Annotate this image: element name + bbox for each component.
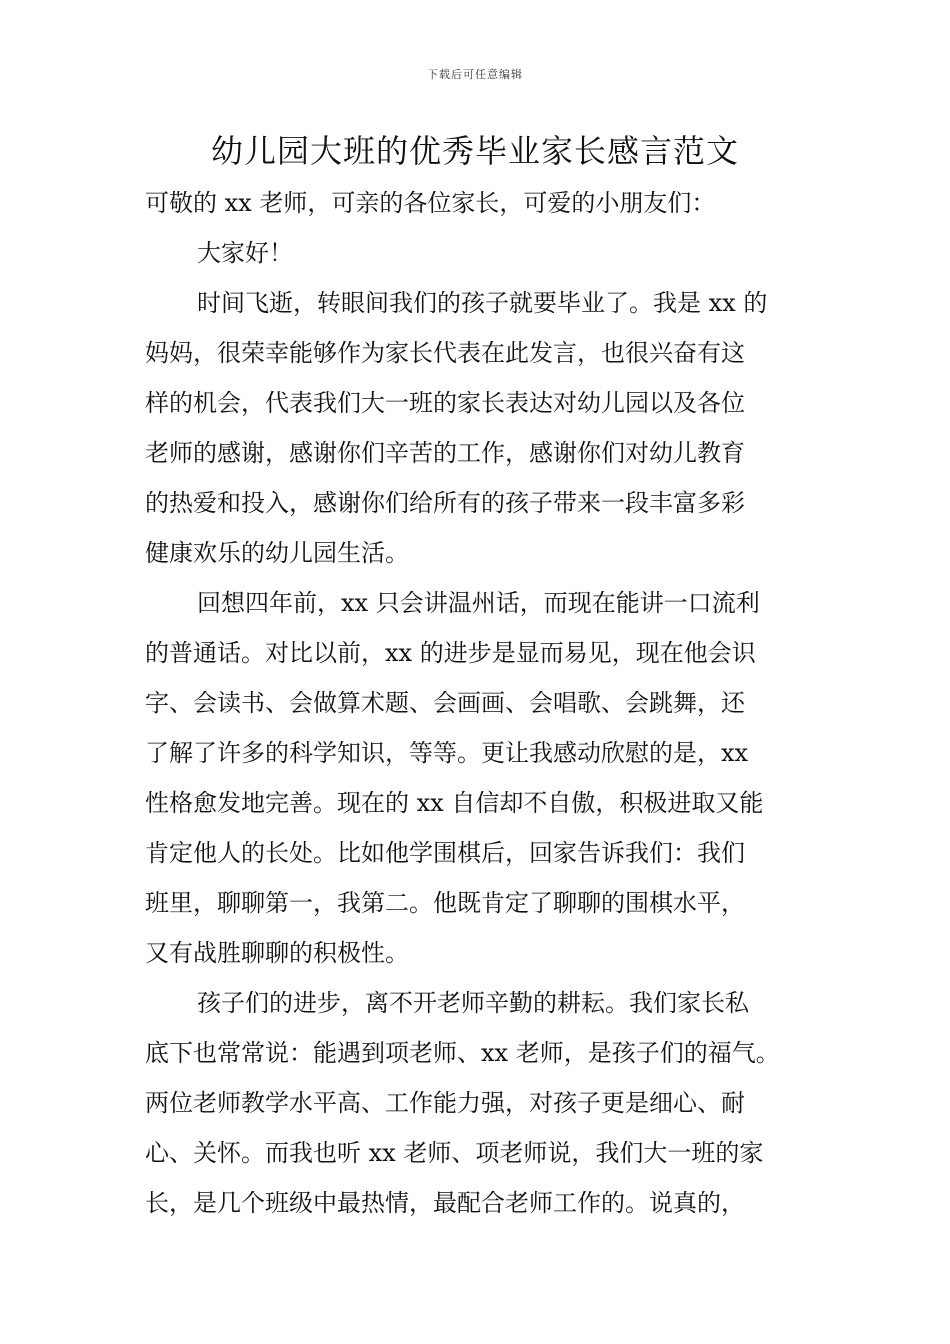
paragraph-1 xyxy=(145,278,825,578)
paragraph-line: 妈妈，很荣幸能够作为家长代表在此发言，也很兴奋有这 xyxy=(145,339,745,367)
paragraph-line: 又有战胜聊聊的积极性。 xyxy=(145,939,409,967)
paragraph-line: 样的机会，代表我们大一班的家长表达对幼儿园以及各位 xyxy=(145,389,745,417)
paragraph-line: 孩子们的进步，离不开老师辛勤的耕耘。我们家长私 xyxy=(197,989,749,1017)
document-body xyxy=(145,178,825,1228)
paragraph-line: 字、会读书、会做算术题、会画画、会唱歌、会跳舞，还 xyxy=(145,689,745,717)
paragraph-line: 了解了许多的科学知识，等等。更让我感动欣慰的是，xx xyxy=(145,739,749,767)
paragraph-line: 两位老师教学水平高、工作能力强，对孩子更是细心、耐 xyxy=(145,1089,745,1117)
paragraph-line: 长，是几个班级中最热情，最配合老师工作的。说真的， xyxy=(145,1189,745,1217)
paragraph-line: 性格愈发地完善。现在的 xx 自信却不自傲，积极进取又能 xyxy=(145,789,764,817)
paragraph-2 xyxy=(145,578,825,978)
paragraph-line: 班里，聊聊第一，我第二。他既肯定了聊聊的围棋水平， xyxy=(145,889,745,917)
paragraph-line: 的热爱和投入，感谢你们给所有的孩子带来一段丰富多彩 xyxy=(145,489,745,517)
paragraph-line: 的普通话。对比以前，xx 的进步是显而易见，现在他会识 xyxy=(145,639,756,667)
paragraph-line: 健康欢乐的幼儿园生活。 xyxy=(145,539,409,567)
paragraph-line: 底下也常常说：能遇到项老师、xx 老师，是孩子们的福气。 xyxy=(145,1039,780,1067)
paragraph-line: 时间飞逝，转眼间我们的孩子就要毕业了。我是 xx 的 xyxy=(197,289,768,317)
paragraph-line: 回想四年前，xx 只会讲温州话，而现在能讲一口流利 xyxy=(197,589,760,617)
hello-line: 大家好！ xyxy=(197,239,293,267)
page-title: 幼儿园大班的优秀毕业家长感言范文 xyxy=(210,132,739,170)
paragraph-line: 老师的感谢，感谢你们辛苦的工作，感谢你们对幼儿教育 xyxy=(145,439,745,467)
greeting-line: 可敬的 xx 老师，可亲的各位家长，可爱的小朋友们： xyxy=(145,189,716,217)
header-note: 下载后可任意编辑 xyxy=(427,68,523,81)
paragraph-line: 心、关怀。而我也听 xx 老师、项老师说，我们大一班的家 xyxy=(145,1139,764,1167)
paragraph-3 xyxy=(145,978,825,1228)
paragraph-line: 肯定他人的长处。比如他学围棋后，回家告诉我们：我们 xyxy=(145,839,745,867)
